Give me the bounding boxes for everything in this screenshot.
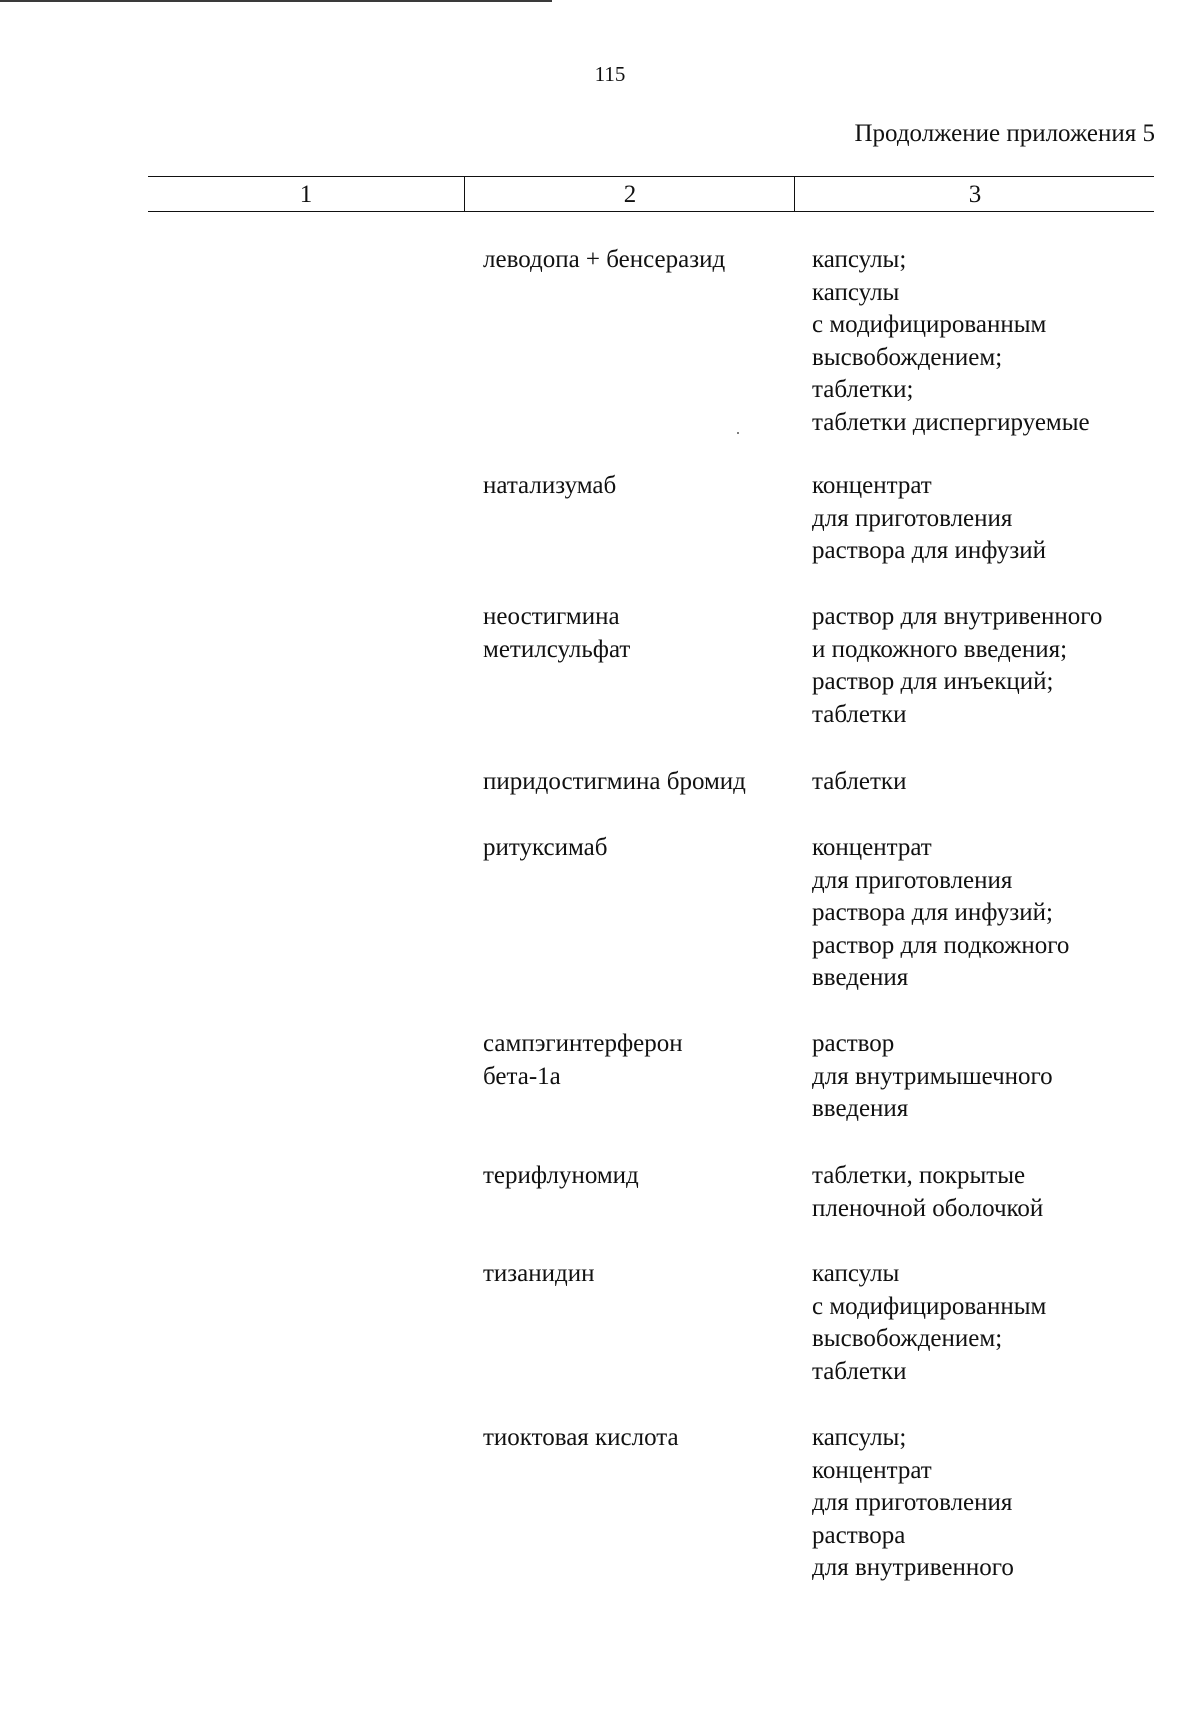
dosage-form: раствор для внутримышечного введения <box>812 1030 1053 1122</box>
dosage-form: таблетки, покрытые пленочной оболочкой <box>812 1162 1044 1222</box>
dosage-form: капсулы; концентрат для приготовления раствора для внутривенного <box>812 1424 1014 1581</box>
continuation-label: Продолжение приложения 5 <box>854 120 1155 147</box>
drug-name: неостигмина метилсульфат <box>483 603 631 663</box>
dosage-form: капсулы с модифицированным высвобождением; таблетки <box>812 1260 1047 1385</box>
table-header-col-3: 3 <box>794 177 1155 211</box>
dosage-form: раствор для внутривенного и подкожного введения; раствор для инъекций; таблетки <box>812 603 1103 728</box>
scan-speck <box>737 432 739 434</box>
dosage-form: капсулы; капсулы с модифицированным высвобождением; таблетки; таблетки диспергируемые <box>812 246 1090 436</box>
drug-name: сампэгинтерферон бета-1а <box>483 1030 683 1090</box>
drug-name: тиоктовая кислота <box>483 1424 679 1451</box>
drug-name: тизанидин <box>483 1260 595 1287</box>
drug-name: терифлуномид <box>483 1162 639 1189</box>
drug-name: леводопа + бенсеразид <box>483 246 726 273</box>
dosage-form: концентрат для приготовления раствора для инфузий; раствор для подкожного введения <box>812 834 1070 991</box>
table-header-col-2: 2 <box>464 177 795 211</box>
table-header <box>148 176 1154 212</box>
page-number: 115 <box>594 62 626 86</box>
drug-name: ритуксимаб <box>483 834 608 861</box>
drug-name: пиридостигмина бромид <box>483 768 746 795</box>
scan-top-edge-line <box>0 0 552 2</box>
table-header-col-1: 1 <box>299 181 313 208</box>
dosage-form: концентрат для приготовления раствора для инфузий <box>812 472 1047 564</box>
drug-name: натализумаб <box>483 472 617 499</box>
dosage-form: таблетки <box>812 768 907 795</box>
